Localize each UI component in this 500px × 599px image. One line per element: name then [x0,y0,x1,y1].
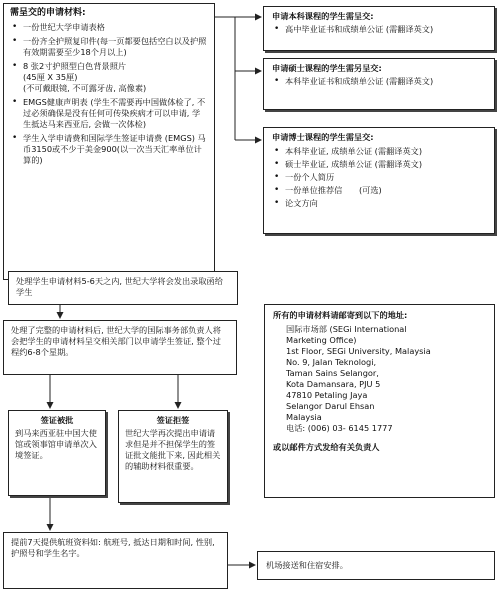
required-materials-box [3,3,215,280]
master-title: 申请硕士课程的学生需另呈交: [272,63,382,73]
materials-list [10,22,208,166]
address-line: 47810 Petaling Jaya [286,390,368,400]
offer-letter-text: 处理学生申请材料5-6天之内, 世纪大学将会发出录取函给学生 [16,276,223,297]
visa-rejected-title: 签证拒签 [156,415,190,425]
phd-requirements-box [263,127,495,234]
bachelor-item: • 高中毕业证书和成绩单公证 (需翻译英文) [272,24,486,35]
bachelor-requirements-box [263,6,495,51]
address-line: No. 9, Jalan Teknologi, [286,357,377,367]
phd-item: • 一份个人简历 [272,172,486,183]
visa-application-text: 处理了完整的申请材料后, 世纪大学的国际事务部负责人将会把学生的申请材料呈交相关部门以申请学生签证, 整个过程约6-8个星期。 [11,325,221,357]
photo-note: (不可戴眼镜, 不可露牙齿, 高像素) [23,83,147,93]
address-line: Kota Damansara, PJU 5 [286,379,381,389]
master-list [272,76,486,87]
phd-item: • 硕士毕业证, 成绩单公证 (需翻译英文) [272,159,486,170]
phd-list [272,146,486,209]
address-title: 所有的申请材料请邮寄到以下的地址: [273,310,408,320]
bachelor-title: 申请本科课程的学生需呈交: [272,11,374,21]
address-lines [273,324,486,434]
material-item: • 一份齐全护照复印件(每一页都要包括空白以及护照有效期需要至少18个月以上) [10,36,208,58]
address-line: Selangor Darul Ehsan [286,401,375,411]
address-line: Taman Sains Selangor, [286,368,379,378]
airport-pickup-text: 机场接送和住宿安排。 [266,560,348,570]
material-item: • 一份世纪大学申请表格 [10,22,208,33]
phd-title: 申请博士课程的学生需呈交: [272,132,374,142]
material-item: • EMGS健康声明表 (学生不需要再中国做体检了, 不过必须确保是没有任何可传染疾病才可以申请, 学生抵达马来西亚后, 会做一次体检) [10,97,208,130]
address-line: Marketing Office) [286,335,357,345]
recommendation-label: 一份单位推荐信 [285,185,343,195]
material-item: • 学生入学申请费和国际学生签证申请费 (EMGS) 马币3150或不少于美金900(以一次当天汇率单位计算的) [10,133,208,166]
visa-application-step-box [3,320,237,375]
airport-pickup-box [257,551,495,580]
address-line: 国际市场部 (SEGi International [286,324,407,334]
master-item: • 本科毕业证书和成绩单公证 (需翻译英文) [272,76,486,87]
photo-label: 8 张2寸护照型白色背景照片 [23,61,127,71]
visa-approved-text: 到马来西亚驻中国大使馆或领事馆申请单次入境签证。 [15,428,97,460]
visa-approved-title: 签证被批 [40,415,74,425]
phd-item: • 本科毕业证, 成绩单公证 (需翻译英文) [272,146,486,157]
bachelor-list [272,24,486,35]
address-line: Malaysia [286,412,322,422]
phd-item [272,185,486,196]
material-item [10,61,208,94]
flight-info-box [3,532,228,589]
flight-info-text: 提前7天提供航班资料如: 航班号, 抵达日期和时间, 性别, 护照号和学生名字。 [11,537,215,558]
offer-letter-step-box [8,271,238,305]
visa-rejected-box [118,410,228,503]
address-line: 1st Floor, SEGi University, Malaysia [286,346,431,356]
phone-line: 电话: (006) 03- 6145 1777 [286,423,393,433]
photo-size: (45厘 X 35厘) [23,72,78,82]
mailing-address-box [264,304,495,498]
master-requirements-box [263,58,495,110]
visa-rejected-text: 世纪大学再次提出申请请求但是并不担保学生的签证批文能批下来, 因此相关的辅助材料很重要。 [125,428,221,471]
optional-note: (可选) [358,185,382,195]
phd-item: • 论文方向 [272,198,486,209]
address-footer: 或以邮件方式发给有关负责人 [273,442,380,452]
visa-approved-box [8,410,106,496]
materials-title: 需呈交的申请材料: [10,8,86,18]
